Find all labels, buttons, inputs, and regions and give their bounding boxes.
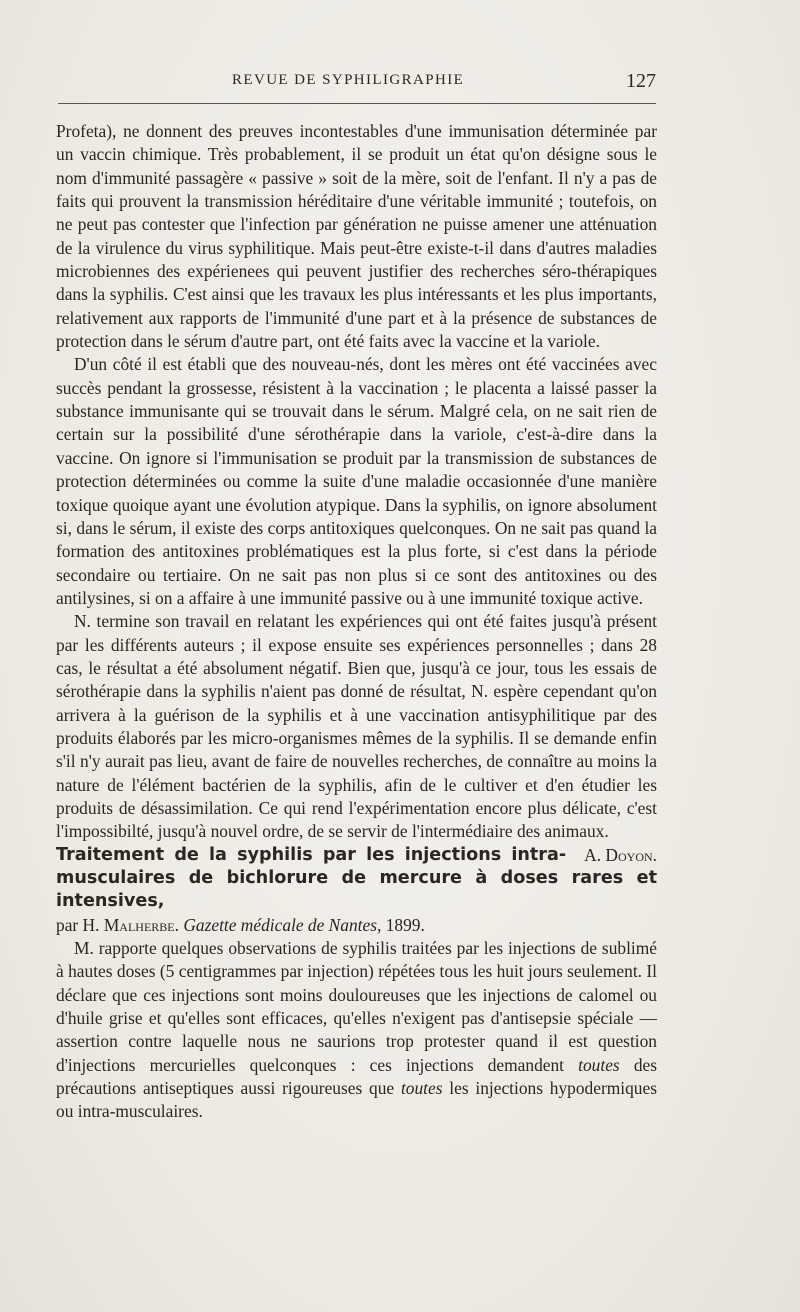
signature: A. Doyon. [584,844,657,865]
article-byline [56,914,657,937]
journal-year: 1899. [381,914,425,935]
paragraph-3-text: N. termine son travail en relatant les expériences qui ont été faites jusqu'à présent par les différents auteurs ; il expose ensuite ses expériences personnelles ; dans 28 cas, le résultat a été absolument négatif. Bien que, jusqu'à ce jour, tous les essais de sérothérapie dans la syphilis n'aient pas donné de résultat, N. espère cependant qu'on arrivera à la guérison de la syphilis et à une vaccination antisyphilitique par des produits élaborés par les micro-organismes mêmes de la syphilis. Il se demande enfin s'il n'y aurait pas lieu, avant de faire de nouvelles recherches, de connaître au moins la nature de l'élément bactérien de la syphilis, afin de le cultiver et d'en étudier les produits de désassimilation. Ce qui rend l'expérimentation encore plus délicate, c'est l'impossibilté, jusqu'à nouvel ordre, de se servir de l'intermédiaire des animaux. [56,611,657,842]
emphasis-1: toutes [578,1054,620,1075]
body-text [56,120,657,1124]
article-body-part-3: les injections hypodermiques ou intra-musculaires. [56,1078,657,1122]
article-title: Traitement de la syphilis par les injections intra-musculaires de bichlorure de mercure à doses rares et intensives, [56,844,657,912]
page-number: 127 [626,70,656,92]
article-body [56,937,657,1124]
author-name: Malherbe. [103,914,179,935]
journal-name: Gazette médicale de Nantes, [183,914,382,935]
page-header [56,70,656,98]
article-body-part-2: des précautions antiseptiques aussi rigoureuses que [56,1054,658,1099]
article-body-part-1: M. rapporte quelques observations de syphilis traitées par les injections de sublimé à hautes doses (5 centigrammes par injection) répétées tous les huit jours seulement. Il déclare que ces injections sont moins douloureuses que les injections de calomel ou d'huile grise et qu'elles sont efficaces, qu'elles n'exigent pas d'antisepsie spéciale — assertion contre laquelle nous ne saurions trop protester quand il est question d'injections mercurielles quelconques : ces injections demandent [56,938,657,1075]
header-rule [58,103,656,104]
byline-prefix: par H. [56,914,104,935]
paragraph-1: Profeta), ne donnent des preuves incontestables d'une immunisation déterminée par un vaccin chimique. Très probablement, il se produit un état qu'on désigne sous le nom d'immunité passagère « passive » soit de la mère, soit de l'enfant. Il n'y a pas de faits qui prouvent la transmission héréditaire d'une véritable immunité ; toutefois, on ne peut pas contester que l'infection par génération ne puisse amener une atténuation de la virulence du virus syphilitique. Mais peut-être existe-t-il dans d'autres maladies microbiennes des expérienees qui peuvent justifier des recherches séro-thérapiques dans la syphilis. C'est ainsi que les travaux les plus intéressants et les plus importants, relativement aux rapports de l'immunité d'une part et à la présence de substances de protection dans le sérum d'autre part, ont été faits avec la vaccine et la variole. [56,121,657,352]
emphasis-2: toutes [400,1078,443,1099]
running-title: REVUE DE SYPHILIGRAPHIE [232,72,465,88]
paragraph-2: D'un côté il est établi que des nouveau-nés, dont les mères ont été vaccinées avec succès pendant la grossesse, résistent à la vaccination ; le placenta a laissé passer la substance immunisante qui se trouvait dans le sérum. Malgré cela, on ne sait rien de certain sur la possibilité d'une sérothérapie dans la variole, c'est-à-dire dans la vaccine. On ignore si l'immunisation se produit par la transmission de substances de protection déterminées ou comme la suite d'une maladie occasionnée d'une manière toxique quoique ayant une évolution atypique. Dans la syphilis, on ignore absolument si, dans le sérum, il existe des corps antitoxiques quelconques. On ne sait pas quand la formation des antitoxines problématiques est la plus forte, si c'est dans la période secondaire ou tertiaire. On ne sait pas non plus si ce sont des antitoxines ou des antilysines, si on a affaire à une immunité passive ou à une immunité toxique active. [56,354,657,608]
paragraph-3 [56,610,657,865]
